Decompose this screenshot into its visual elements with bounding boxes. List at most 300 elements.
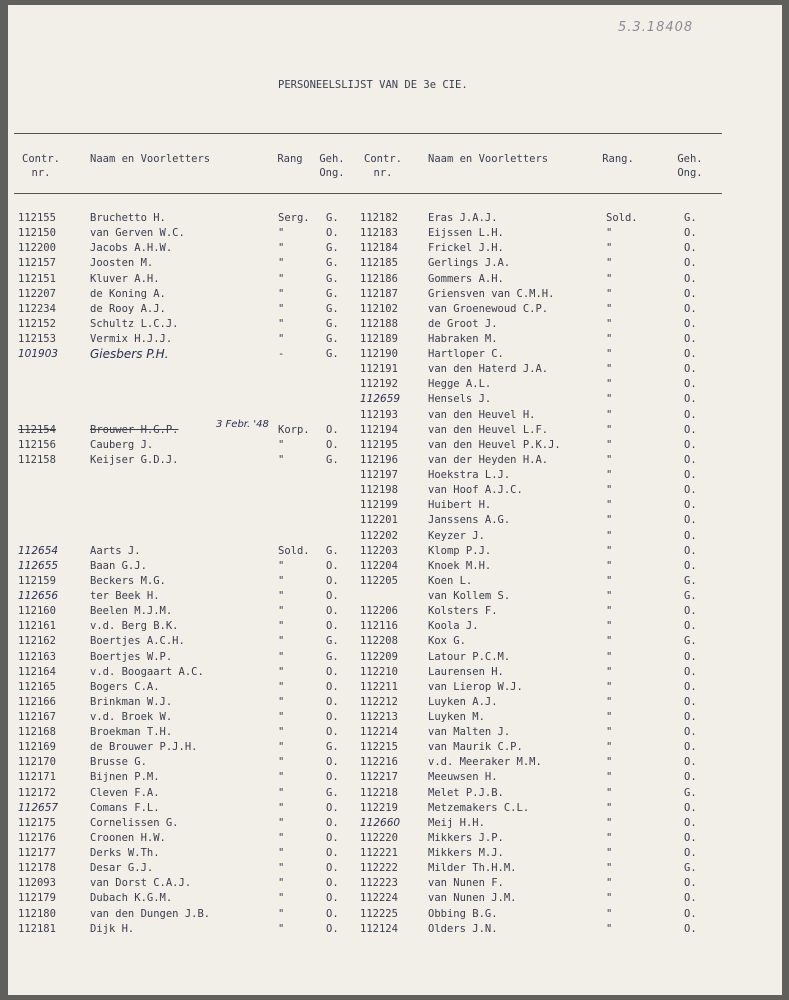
cell-geh-ong-right: O. [684,831,697,844]
cell-name: Beckers M.G. [90,574,166,587]
cell-geh-ong-right: O. [684,726,697,739]
cell-name-right: Obbing B.G. [428,907,498,920]
cell-name-right: van Lierop W.J. [428,680,523,693]
cell-contr-nr-right: 112184 [360,242,398,255]
cell-geh-ong-right: O. [684,514,697,527]
cell-name: Schultz L.C.J. [90,317,179,330]
cell-geh-ong-right: O. [684,469,697,481]
table-row [8,755,782,770]
cell-rank-right: " [606,786,613,799]
table-row [8,302,782,317]
cell-rank-right: " [606,605,613,618]
table-row [8,816,782,831]
cell-contr-nr: 112172 [18,786,56,799]
cell-name: ter Beek H. [90,590,160,602]
cell-contr-nr-right: 112194 [360,423,398,436]
cell-name-right: Koola J. [428,620,479,633]
cell-name-right: Melet P.J.B. [428,786,504,799]
cell-rank-right: " [606,393,613,406]
cell-geh-ong-right: O. [684,453,697,466]
cell-name: Keijser G.D.J. [90,453,179,466]
cell-rank: - [278,348,285,361]
cell-geh-ong-right: O. [684,257,697,270]
cell-name: Cleven F.A. [90,786,160,799]
cell-rank-right: " [606,574,613,587]
cell-rank: " [278,257,285,270]
cell-name-right: Laurensen H. [428,665,504,678]
cell-name: Croonen H.W. [90,831,166,844]
cell-rank-right: " [606,741,613,754]
cell-rank-right: " [606,635,613,648]
table-row [8,695,782,710]
cell-rank: " [278,287,285,300]
cell-contr-nr-right: 112182 [360,212,398,224]
cell-geh-ong-right: O. [684,287,697,300]
cell-rank-right: " [606,892,613,905]
cell-name-right: Meij H.H. [428,816,485,829]
cell-name: Baan G.J. [90,559,147,572]
cell-name-right: Meeuwsen H. [428,771,498,784]
cell-name-right: van den Haterd J.A. [428,363,549,376]
cell-name-right: Mikkers M.J. [428,847,504,859]
header-contr-right: Contr. nr. [364,153,402,179]
cell-name-right: van Kollem S. [428,590,511,602]
cell-name-right: Kox G. [428,635,466,648]
table-row [8,483,782,498]
cell-contr-nr-right: 112190 [360,348,398,361]
cell-rank-right: " [606,317,613,330]
cell-rank: " [278,756,285,769]
cell-contr-nr: 112175 [18,816,56,829]
cell-geh-ong-right: O. [684,272,697,285]
cell-geh-ong-right: O. [684,242,697,255]
header-name-left: Naam en Voorletters [90,153,211,165]
cell-rank: " [278,877,285,890]
cell-rank-right: " [606,831,613,844]
cell-rank: " [278,574,285,587]
cell-name: Jacobs A.H.W. [90,242,173,255]
cell-name: Boertjes W.P. [90,650,173,663]
cell-geh-ong-right: O. [684,227,697,240]
cell-geh-ong-right: O. [684,438,697,451]
cell-name-right: Klomp P.J. [428,544,492,557]
cell-contr-nr-right: 112189 [360,333,398,345]
cell-name-right: Janssens A.G. [428,514,511,527]
cell-contr-nr-right: 112219 [360,801,398,814]
table-row [8,574,782,589]
cell-rank: " [278,816,285,829]
cell-rank-right: " [606,620,613,633]
cell-rank: Serg. [278,212,310,224]
cell-geh-ong: O. [326,423,339,436]
handwritten-date-note: 3 Febr. '48 [216,419,269,430]
cell-name: Brinkman W.J. [90,695,173,708]
table-row [8,922,782,937]
cell-contr-nr: 112152 [18,317,56,330]
cell-rank: Korp. [278,423,310,436]
cell-geh-ong: G. [326,242,339,255]
cell-contr-nr-right: 112206 [360,605,398,618]
cell-geh-ong: G. [326,544,339,557]
cell-rank-right: " [606,272,613,285]
cell-rank-right: " [606,711,613,723]
cell-name-right: van Maurik C.P. [428,741,523,754]
cell-geh-ong: O. [326,227,339,240]
cell-name: Bruchetto H. [90,212,166,224]
cell-name-right: Frickel J.H. [428,242,504,255]
cell-geh-ong-right: O. [684,393,697,406]
cell-rank: " [278,438,285,451]
cell-contr-nr: 112177 [18,847,56,859]
cell-name-right: Hoekstra L.J. [428,469,511,481]
cell-geh-ong: O. [326,801,339,814]
cell-contr-nr-right: 112185 [360,257,398,270]
cell-geh-ong: O. [326,711,339,723]
cell-name-right: Keyzer J. [428,529,485,542]
cell-name-right: Knoek M.H. [428,559,492,572]
cell-rank-right: " [606,469,613,481]
cell-contr-nr-right: 112102 [360,302,398,315]
cell-contr-nr: 112151 [18,272,56,285]
cell-geh-ong-right: O. [684,680,697,693]
cell-contr-nr: 112170 [18,756,56,769]
cell-geh-ong-right: G. [684,635,697,648]
table-row [8,544,782,559]
header-bottom-rule [14,193,722,194]
cell-geh-ong: O. [326,695,339,708]
cell-rank-right: " [606,514,613,527]
cell-geh-ong-right: G. [684,574,697,587]
cell-rank: Sold. [278,544,310,557]
cell-rank-right: " [606,378,613,391]
cell-rank: " [278,786,285,799]
cell-geh-ong: O. [326,877,339,890]
table-row [8,423,782,438]
cell-name-right: van den Heuvel L.F. [428,423,549,436]
page-title: PERSONEELSLIJST VAN DE 3e CIE. [278,79,468,91]
cell-rank-right: " [606,877,613,890]
cell-rank: " [278,620,285,633]
table-row [8,846,782,861]
table-row [8,725,782,740]
cell-contr-nr: 112234 [18,302,56,315]
cell-contr-nr: 112163 [18,650,56,663]
cell-name: Kluver A.H. [90,272,160,285]
cell-geh-ong: G. [326,272,339,285]
cell-rank-right: " [606,484,613,497]
table-row [8,377,782,392]
header-contr-left: Contr. nr. [22,153,60,179]
cell-rank-right: " [606,227,613,240]
cell-rank-right: " [606,363,613,376]
cell-geh-ong: G. [326,257,339,270]
cell-geh-ong: G. [326,333,339,345]
table-row [8,438,782,453]
cell-contr-nr: 112200 [18,242,56,255]
cell-geh-ong-right: O. [684,423,697,436]
cell-rank: " [278,801,285,814]
cell-rank-right: Sold. [606,212,638,224]
archive-reference: 5.3.18408 [618,20,694,35]
cell-name-right: Luyken A.J. [428,695,498,708]
cell-rank-right: " [606,423,613,436]
table-row [8,907,782,922]
table-row [8,317,782,332]
cell-name-right: Habraken M. [428,333,498,345]
cell-rank: " [278,741,285,754]
table-row [8,408,782,423]
cell-contr-nr: 112158 [18,453,56,466]
cell-rank-right: " [606,499,613,512]
cell-rank-right: " [606,695,613,708]
cell-name-right: Olders J.N. [428,922,498,935]
cell-geh-ong-right: O. [684,605,697,618]
cell-rank: " [278,726,285,739]
cell-geh-ong-right: O. [684,363,697,376]
table-row [8,226,782,241]
cell-geh-ong-right: G. [684,786,697,799]
cell-contr-nr-right: 112183 [360,227,398,240]
cell-name-right: Eijssen L.H. [428,227,504,240]
cell-rank-right: " [606,922,613,935]
cell-geh-ong-right: O. [684,907,697,920]
cell-geh-ong: O. [326,756,339,769]
cell-rank-right: " [606,801,613,814]
cell-geh-ong: G. [326,302,339,315]
cell-geh-ong: O. [326,574,339,587]
cell-geh-ong-right: O. [684,771,697,784]
cell-name: de Rooy A.J. [90,302,166,315]
table-row [8,256,782,271]
cell-rank-right: " [606,302,613,315]
cell-geh-ong: G. [326,650,339,663]
cell-name: de Brouwer P.J.H. [90,741,198,754]
cell-name-right: Luyken M. [428,711,485,723]
cell-geh-ong-right: G. [684,590,697,602]
header-geh-right: Geh. Ong. [677,153,703,179]
cell-contr-nr: 112156 [18,438,56,451]
cell-rank-right: " [606,242,613,255]
table-row [8,619,782,634]
table-row [8,211,782,226]
cell-name-right: Mikkers J.P. [428,831,504,844]
cell-name-right: van Nunen F. [428,877,504,890]
cell-geh-ong: O. [326,605,339,618]
cell-contr-nr-right: 112186 [360,272,398,285]
cell-name: Boertjes A.C.H. [90,635,185,648]
cell-geh-ong: G. [326,786,339,799]
cell-rank-right: " [606,453,613,466]
cell-contr-nr-right: 112203 [360,544,398,557]
cell-contr-nr-right: 112220 [360,831,398,844]
cell-contr-nr: 112207 [18,287,56,300]
cell-name-right: Milder Th.H.M. [428,862,517,875]
cell-name-right: v.d. Meeraker M.M. [428,756,542,769]
cell-rank: " [278,559,285,572]
header-geh-left: Geh. Ong. [319,153,345,179]
cell-contr-nr: 112093 [18,877,56,890]
cell-name: Derks W.Th. [90,847,160,859]
cell-rank-right: " [606,408,613,421]
table-row [8,891,782,906]
cell-geh-ong-right: O. [684,892,697,905]
cell-name-right: Eras J.A.J. [428,212,498,224]
cell-contr-nr: 112180 [18,907,56,920]
cell-name-right: Latour P.C.M. [428,650,511,663]
cell-geh-ong-right: O. [684,847,697,859]
cell-rank-right: " [606,348,613,361]
cell-contr-nr-right: 112202 [360,529,398,542]
cell-name-right: Gerlings J.A. [428,257,511,270]
cell-rank-right: " [606,816,613,829]
cell-contr-nr: 112157 [18,257,56,270]
cell-contr-nr: 112162 [18,635,56,648]
cell-name: Dijk H. [90,922,135,935]
cell-geh-ong: G. [326,317,339,330]
cell-contr-nr-right: 112193 [360,408,398,421]
cell-geh-ong-right: O. [684,499,697,512]
cell-name-right: Hensels J. [428,393,492,406]
cell-contr-nr-right: 112223 [360,877,398,890]
cell-name: Bijnen P.M. [90,771,160,784]
cell-rank: " [278,907,285,920]
cell-contr-nr-right: 112195 [360,438,398,451]
cell-rank: " [278,892,285,905]
cell-rank: " [278,635,285,648]
table-row [8,770,782,785]
cell-rank-right: " [606,756,613,769]
cell-rank: " [278,272,285,285]
cell-contr-nr-right: 112205 [360,574,398,587]
cell-contr-nr: 112167 [18,711,56,723]
cell-contr-nr: 112169 [18,741,56,754]
cell-geh-ong: O. [326,680,339,693]
table-row [8,529,782,544]
cell-contr-nr: 112178 [18,862,56,875]
cell-rank-right: " [606,559,613,572]
cell-contr-nr: 112159 [18,574,56,587]
cell-rank-right: " [606,650,613,663]
header-top-rule [14,133,722,134]
header-name-right: Naam en Voorletters [428,153,549,165]
cell-rank: " [278,650,285,663]
cell-name: Joosten M. [90,257,154,270]
cell-contr-nr: 112166 [18,695,56,708]
cell-contr-nr-right: 112201 [360,514,398,527]
cell-rank: " [278,771,285,784]
cell-contr-nr: 112179 [18,892,56,905]
table-row [8,650,782,665]
cell-contr-nr-right: 112213 [360,711,398,723]
table-row [8,604,782,619]
cell-name-right: van Malten J. [428,726,511,739]
cell-name: de Koning A. [90,287,166,300]
cell-contr-nr-right: 112198 [360,484,398,497]
cell-contr-nr: 112655 [18,559,59,572]
cell-rank: " [278,680,285,693]
cell-contr-nr: 112164 [18,665,56,678]
cell-geh-ong: O. [326,907,339,920]
cell-rank-right: " [606,544,613,557]
cell-contr-nr-right: 112116 [360,620,398,633]
cell-geh-ong-right: O. [684,695,697,708]
cell-geh-ong: O. [326,892,339,905]
cell-rank: " [278,862,285,875]
cell-geh-ong-right: G. [684,862,697,875]
table-row [8,498,782,513]
cell-contr-nr-right: 112204 [360,559,398,572]
cell-name: Bogers C.A. [90,680,160,693]
cell-geh-ong: O. [326,665,339,678]
cell-rank-right: " [606,438,613,451]
cell-name: v.d. Berg B.K. [90,620,179,633]
cell-rank: " [278,922,285,935]
cell-rank-right: " [606,847,613,859]
cell-contr-nr-right: 112209 [360,650,398,663]
cell-rank-right: " [606,771,613,784]
cell-geh-ong: G. [326,741,339,754]
cell-contr-nr: 112656 [18,590,59,602]
cell-name: Comans F.L. [90,801,160,814]
cell-name-right: Kolsters F. [428,605,498,618]
cell-name-right: van den Heuvel H. [428,408,536,421]
cell-rank: " [278,847,285,859]
cell-contr-nr: 112155 [18,212,56,224]
table-row [8,559,782,574]
cell-name: Cornelissen G. [90,816,179,829]
cell-geh-ong-right: O. [684,529,697,542]
cell-name-right: Metzemakers C.L. [428,801,530,814]
cell-name-right: Hegge A.L. [428,378,492,391]
cell-name-right: van Nunen J.M. [428,892,517,905]
cell-rank: " [278,333,285,345]
cell-geh-ong: O. [326,620,339,633]
document-page [8,5,782,995]
cell-geh-ong: O. [326,816,339,829]
cell-contr-nr-right: 112221 [360,847,398,859]
table-row [8,347,782,362]
cell-name: Beelen M.J.M. [90,605,173,618]
table-row [8,272,782,287]
cell-geh-ong-right: O. [684,348,697,361]
cell-name-right: van Groenewoud C.P. [428,302,549,315]
cell-rank-right: " [606,665,613,678]
cell-geh-ong-right: O. [684,665,697,678]
cell-name: Giesbers P.H. [90,347,169,362]
cell-geh-ong-right: O. [684,559,697,572]
cell-contr-nr: 112160 [18,605,56,618]
cell-contr-nr: 112153 [18,333,56,345]
cell-geh-ong: O. [326,559,339,572]
cell-name: v.d. Boogaart A.C. [90,665,204,678]
cell-rank: " [278,605,285,618]
cell-name-right: Gommers A.H. [428,272,504,285]
cell-contr-nr-right: 112211 [360,680,398,693]
cell-rank: " [278,227,285,240]
cell-geh-ong: O. [326,726,339,739]
cell-geh-ong-right: O. [684,484,697,497]
cell-geh-ong: G. [326,635,339,648]
table-row [8,392,782,407]
cell-name-right: de Groot J. [428,317,498,330]
cell-rank: " [278,302,285,315]
cell-geh-ong-right: O. [684,544,697,557]
cell-rank: " [278,665,285,678]
cell-geh-ong-right: O. [684,302,697,315]
cell-rank-right: " [606,529,613,542]
cell-rank: " [278,695,285,708]
cell-contr-nr-right: 112212 [360,695,398,708]
